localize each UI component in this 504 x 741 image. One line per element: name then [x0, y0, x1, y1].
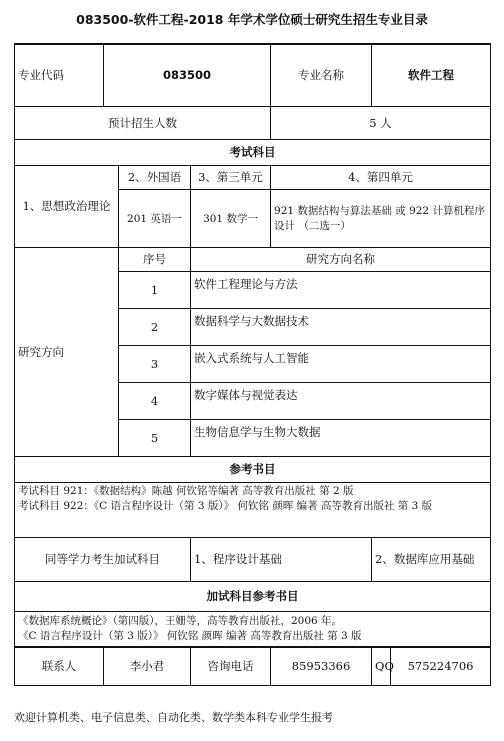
contact-person: 李小君	[104, 647, 191, 685]
extra-ref-header: 加试科目参考书目	[15, 581, 491, 611]
research-name: 数字媒体与视觉表达	[191, 382, 491, 419]
extra-ref-line-1: 《数据库系统概论》（第四版），王姗等，高等教育出版社，2006 年。	[18, 614, 343, 627]
major-code: 083500	[104, 44, 271, 106]
exam-subject-1: 1、思想政治理论	[15, 165, 119, 247]
exam-subject-4-value: 921 数据结构与算法基础 或 922 计算机程序设计 （二选一）	[271, 189, 491, 247]
major-row	[15, 44, 491, 106]
research-no: 4	[119, 382, 191, 419]
research-name: 数据科学与大数据技术	[191, 308, 491, 345]
research-no: 1	[119, 271, 191, 308]
exam-header-row	[15, 139, 491, 165]
footer-note: 欢迎计算机类、电子信息类、自动化类、数学类本科专业学生报考	[14, 711, 333, 724]
ref-line-921: 考试科目 921：《数据结构》陈越 何钦铭等编著 高等教育出版社 第 2 版	[18, 484, 354, 497]
major-name: 软件工程	[372, 44, 491, 106]
extra-ref-header-row	[15, 581, 491, 611]
research-label: 研究方向	[15, 247, 119, 456]
contact-qq: 575224706	[391, 647, 491, 685]
research-col-name: 研究方向名称	[191, 247, 491, 271]
research-header-row	[15, 247, 491, 271]
exam-subjects-row	[15, 165, 491, 189]
extra-subject-1: 1、程序设计基础	[191, 537, 372, 581]
exam-subject-2: 2、外国语	[119, 165, 191, 189]
exam-header: 考试科目	[15, 139, 491, 165]
enroll-label: 预计招生人数	[15, 106, 271, 139]
exam-subject-2-value: 201 英语一	[119, 189, 191, 247]
extra-row	[15, 537, 491, 581]
refs-header-row	[15, 456, 491, 482]
research-name: 嵌入式系统与人工智能	[191, 345, 491, 382]
catalog-table	[14, 43, 491, 686]
major-code-label: 专业代码	[15, 44, 104, 106]
ref-line-922: 考试科目 922：《C 语言程序设计（第 3 版）》 何钦铭 颜晖 编著 高等教育出版社 第 3 版	[18, 499, 433, 512]
refs-header: 参考书目	[15, 456, 491, 482]
extra-ref-row	[15, 611, 491, 647]
research-no: 2	[119, 308, 191, 345]
contact-phone: 85953366	[271, 647, 372, 685]
research-no: 3	[119, 345, 191, 382]
contact-phone-label: 咨询电话	[191, 647, 271, 685]
major-name-label: 专业名称	[271, 44, 372, 106]
enroll-value: 5 人	[271, 106, 491, 139]
research-no: 5	[119, 419, 191, 456]
research-name: 生物信息学与生物大数据	[191, 419, 491, 456]
research-name: 软件工程理论与方法	[191, 271, 491, 308]
research-col-no: 序号	[119, 247, 191, 271]
contact-qq-label: QQ	[372, 647, 391, 685]
page-title: 083500-软件工程-2018 年学术学位硕士研究生招生专业目录	[76, 12, 428, 27]
contact-row	[15, 647, 491, 685]
extra-label: 同等学力考生加试科目	[15, 537, 191, 581]
contact-person-label: 联系人	[15, 647, 104, 685]
exam-subject-3: 3、第三单元	[191, 165, 271, 189]
enroll-row	[15, 106, 491, 139]
extra-subject-2: 2、数据库应用基础	[372, 537, 491, 581]
refs-row	[15, 482, 491, 537]
exam-subject-3-value: 301 数学一	[191, 189, 271, 247]
exam-subject-4: 4、第四单元	[271, 165, 491, 189]
extra-ref-line-2: 《C 语言程序设计（第 3 版）》 何钦铭 颜晖 编著 高等教育出版社 第 3 版	[18, 629, 362, 642]
